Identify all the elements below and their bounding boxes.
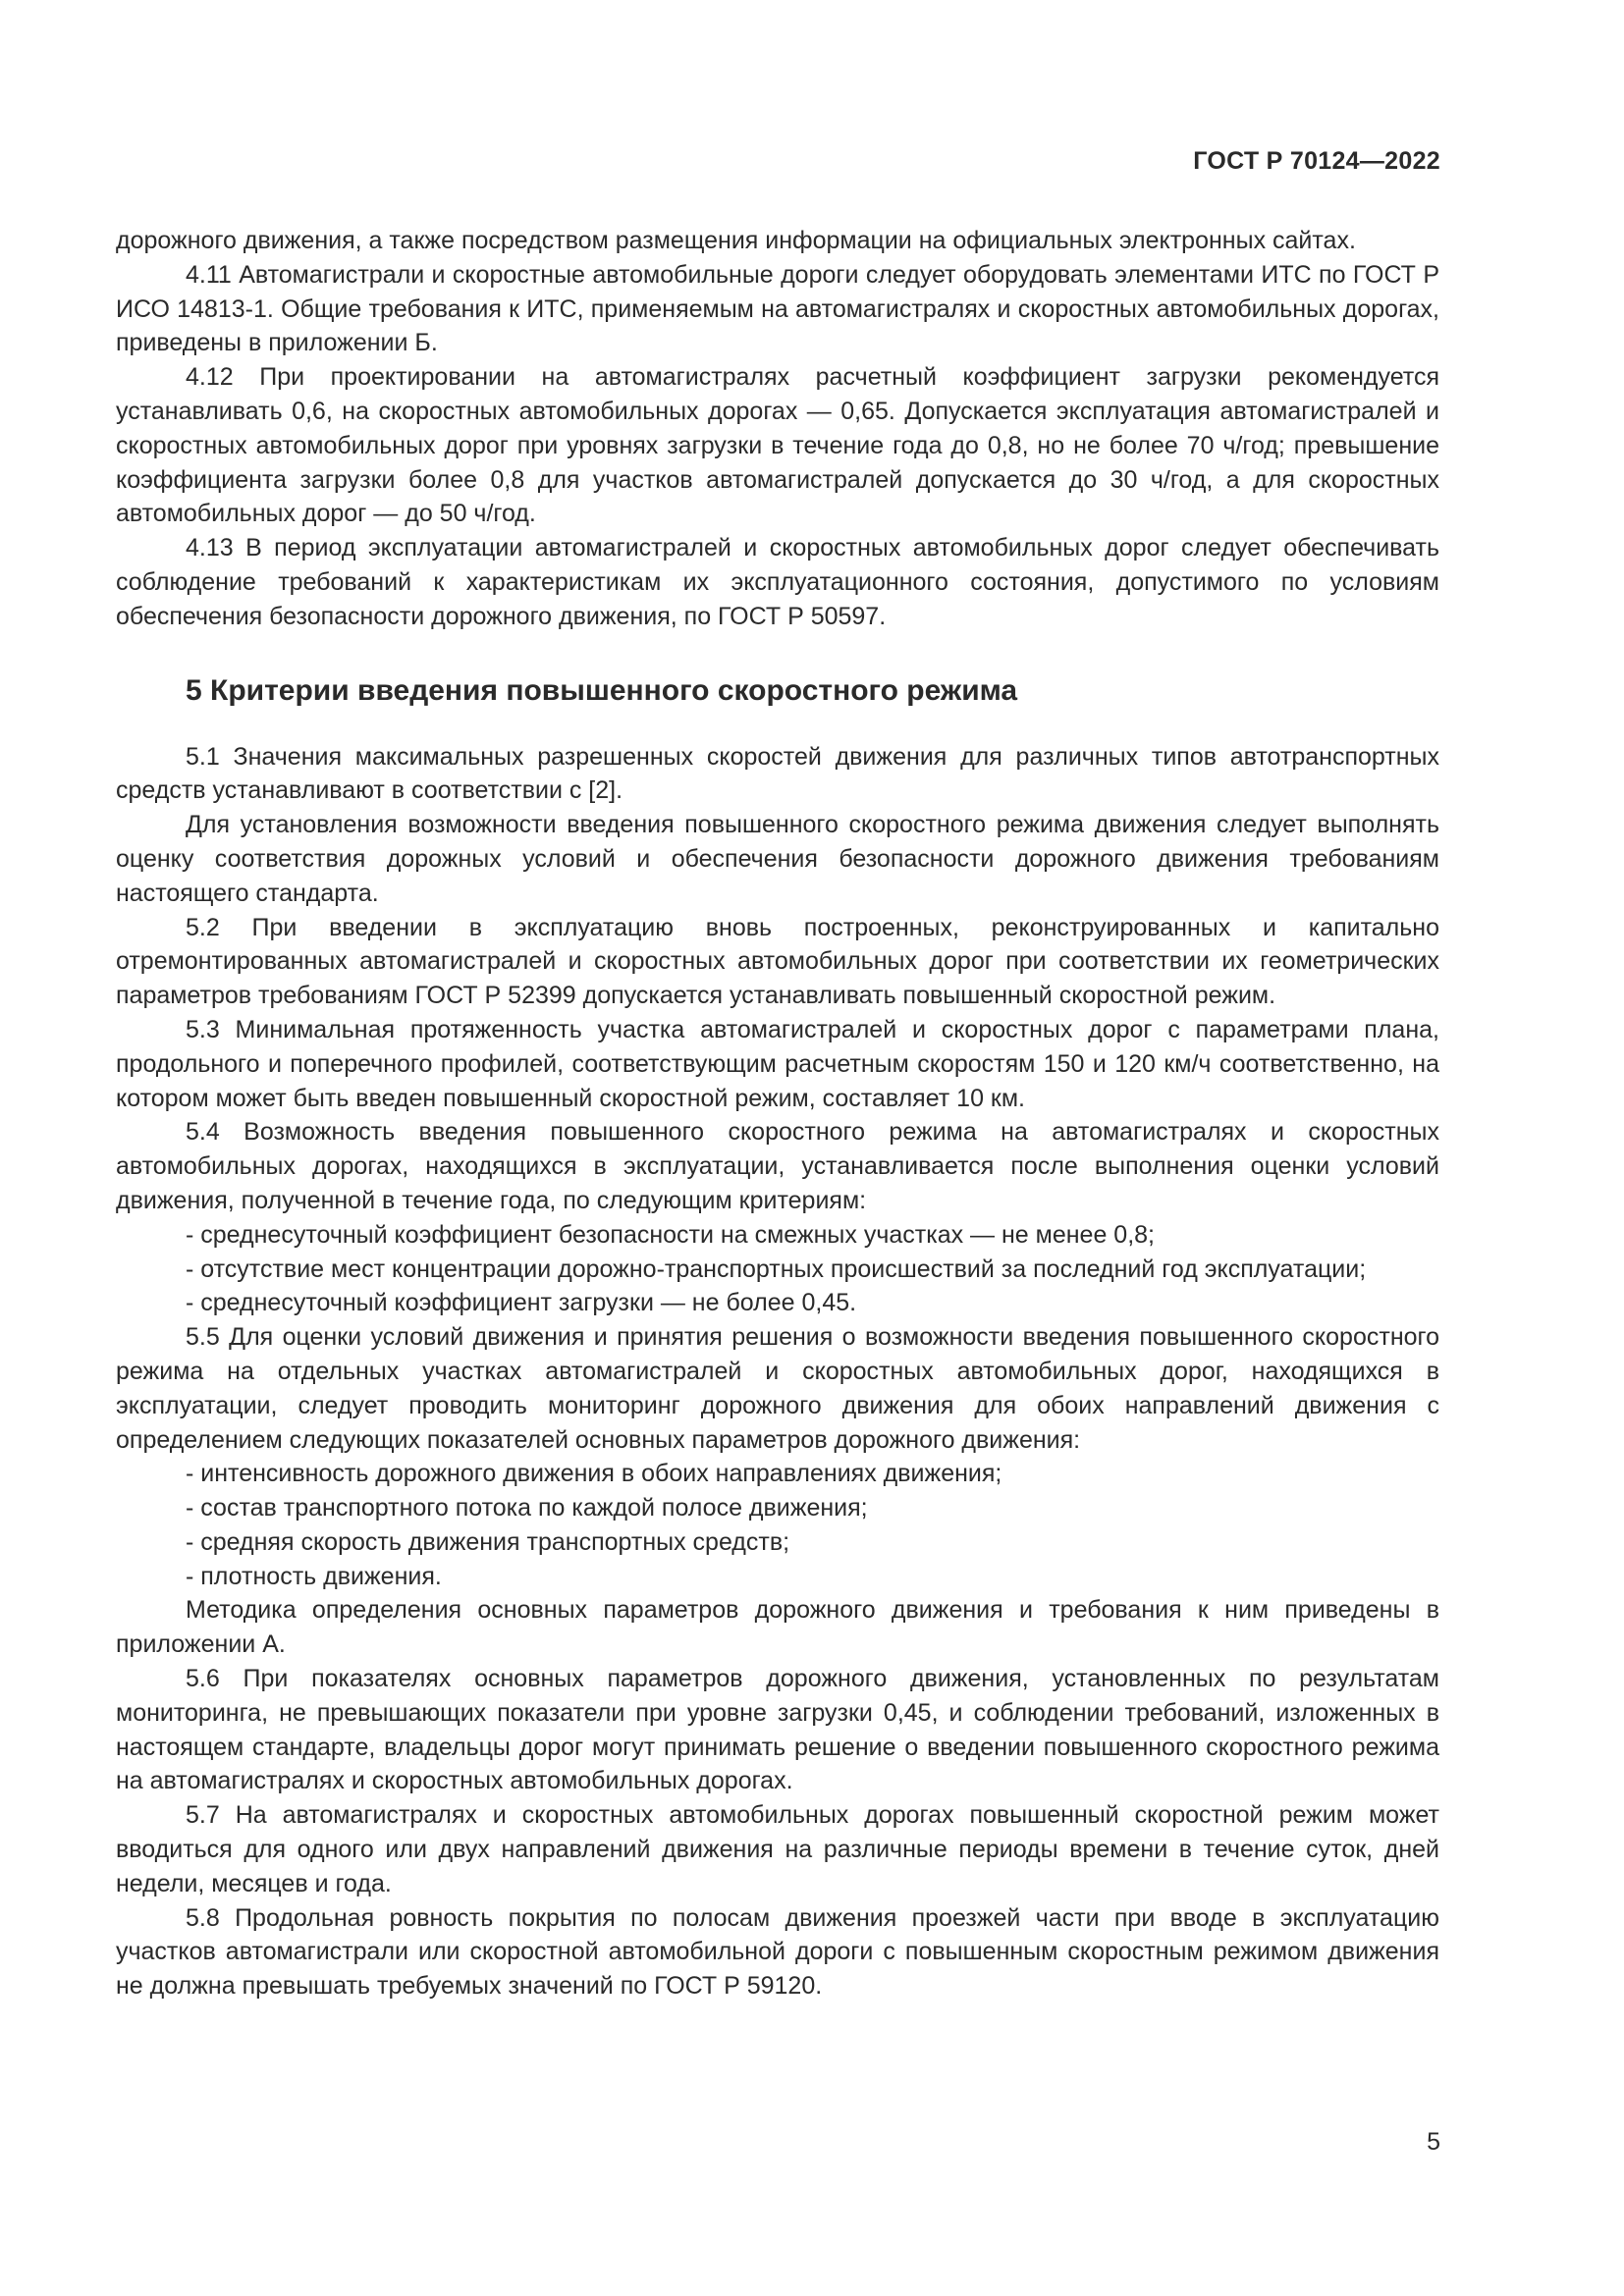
paragraph-4-13: 4.13 В период эксплуатации автомагистралей и скоростных автомобильных дорог следует обеспечивать соблюдение требований к характеристикам их эксплуатационного состояния, допустимого по условиям обеспечения безопасности дорожного движения, по ГОСТ Р 50597. xyxy=(116,534,1439,630)
document-header-id: ГОСТ Р 70124—2022 xyxy=(1193,147,1440,175)
paragraph-5-7: 5.7 На автомагистралях и скоростных автомобильных дорогах повышенный скоростной режим может вводиться для одного или двух направлений движения на различные периоды времени в течение суток, дней недели, месяцев и года. xyxy=(116,1801,1439,1897)
list-item: - средняя скорость движения транспортных средств; xyxy=(186,1527,790,1556)
paragraph-continued: дорожного движения, а также посредством размещения информации на официальных электронных сайтах. xyxy=(116,227,1356,254)
list-item: - состав транспортного потока по каждой полосе движения; xyxy=(186,1494,868,1522)
list-item: - плотность движения. xyxy=(186,1562,442,1590)
list-item: - отсутствие мест концентрации дорожно-транспортных происшествий за последний год эксплуатации; xyxy=(186,1255,1367,1283)
list-item: - среднесуточный коэффициент безопасности на смежных участках — не менее 0,8; xyxy=(186,1220,1155,1249)
section-5-heading: 5 Критерии введения повышенного скоростного режима xyxy=(186,673,1018,707)
paragraph-5-6: 5.6 При показателях основных параметров дорожного движения, установленных по результатам мониторинга, не превышающих показатели при уровне загрузки 0,45, и соблюдении требований, изложенных в настоящем стандарте, владельцы дорог могут принимать решение о введении повышенного скоростного режима на автомагистралях и скоростных автомобильных дорогах. xyxy=(116,1665,1439,1795)
document-body xyxy=(116,224,1439,2003)
list-item: - интенсивность дорожного движения в обоих направлениях движения; xyxy=(186,1460,1002,1488)
paragraph-4-12: 4.12 При проектировании на автомагистралях расчетный коэффициент загрузки рекомендуется устанавливать 0,6, на скоростных автомобильных дорогах — 0,65. Допускается эксплуатация автомагистралей и скоростных автомобильных дорог при уровнях загрузки в течение года до 0,8, но не более 70 ч/год; превышение коэффициента загрузки более 0,8 для участков автомагистралей допускается до 30 ч/год, а для скоростных автомобильных дорог — до 50 ч/год. xyxy=(116,363,1439,528)
paragraph-5-1: 5.1 Значения максимальных разрешенных скоростей движения для различных типов автотранспортных средств устанавливают в соответствии с [2]. xyxy=(116,742,1439,805)
paragraph-5-3: 5.3 Минимальная протяженность участка автомагистралей и скоростных дорог с параметрами плана, продольного и поперечного профилей, соответствующим расчетным скоростям 150 и 120 км/ч соответственно, на котором может быть введен повышенный скоростной режим, составляет 10 км. xyxy=(116,1015,1439,1112)
list-item: - среднесуточный коэффициент загрузки — не более 0,45. xyxy=(186,1289,857,1317)
paragraph-5-8: 5.8 Продольная ровность покрытия по полосам движения проезжей части при вводе в эксплуатацию участков автомагистрали или скоростной автомобильной дороги с повышенным скоростным режимом движения не должна превышать требуемых значений по ГОСТ Р 59120. xyxy=(116,1903,1439,2001)
page-number: 5 xyxy=(1427,2128,1440,2156)
paragraph-5-1b: Для установления возможности введения повышенного скоростного режима движения следует выполнять оценку соответствия дорожных условий и обеспечения безопасности дорожного движения требованиям настоящего стандарта. xyxy=(116,811,1439,907)
paragraph-5-2: 5.2 При введении в эксплуатацию вновь построенных, реконструированных и капитально отремонтированных автомагистралей и скоростных автомобильных дорог при соответствии их геометрических параметров требованиям ГОСТ Р 52399 допускается устанавливать повышенный скоростной режим. xyxy=(116,913,1439,1010)
paragraph-5-5: 5.5 Для оценки условий движения и принятия решения о возможности введения повышенного скоростного режима на отдельных участках автомагистралей и скоростных автомобильных дорог, находящихся в эксплуатации, следует проводить мониторинг дорожного движения для обоих направлений движения с определением следующих показателей основных параметров дорожного движения: xyxy=(116,1323,1439,1454)
paragraph-4-11: 4.11 Автомагистрали и скоростные автомобильные дороги следует оборудовать элементами ИТС по ГОСТ Р ИСО 14813-1. Общие требования к ИТС, применяемым на автомагистралях и скоростных автомобильных дорогах, приведены в приложении Б. xyxy=(116,260,1439,357)
paragraph-5-4: 5.4 Возможность введения повышенного скоростного режима на автомагистралях и скоростных автомобильных дорогах, находящихся в эксплуатации, устанавливается после выполнения оценки условий движения, полученной в течение года, по следующим критериям: xyxy=(116,1118,1439,1214)
paragraph-5-5b: Методика определения основных параметров дорожного движения и требования к ним приведены в приложении А. xyxy=(116,1596,1439,1659)
